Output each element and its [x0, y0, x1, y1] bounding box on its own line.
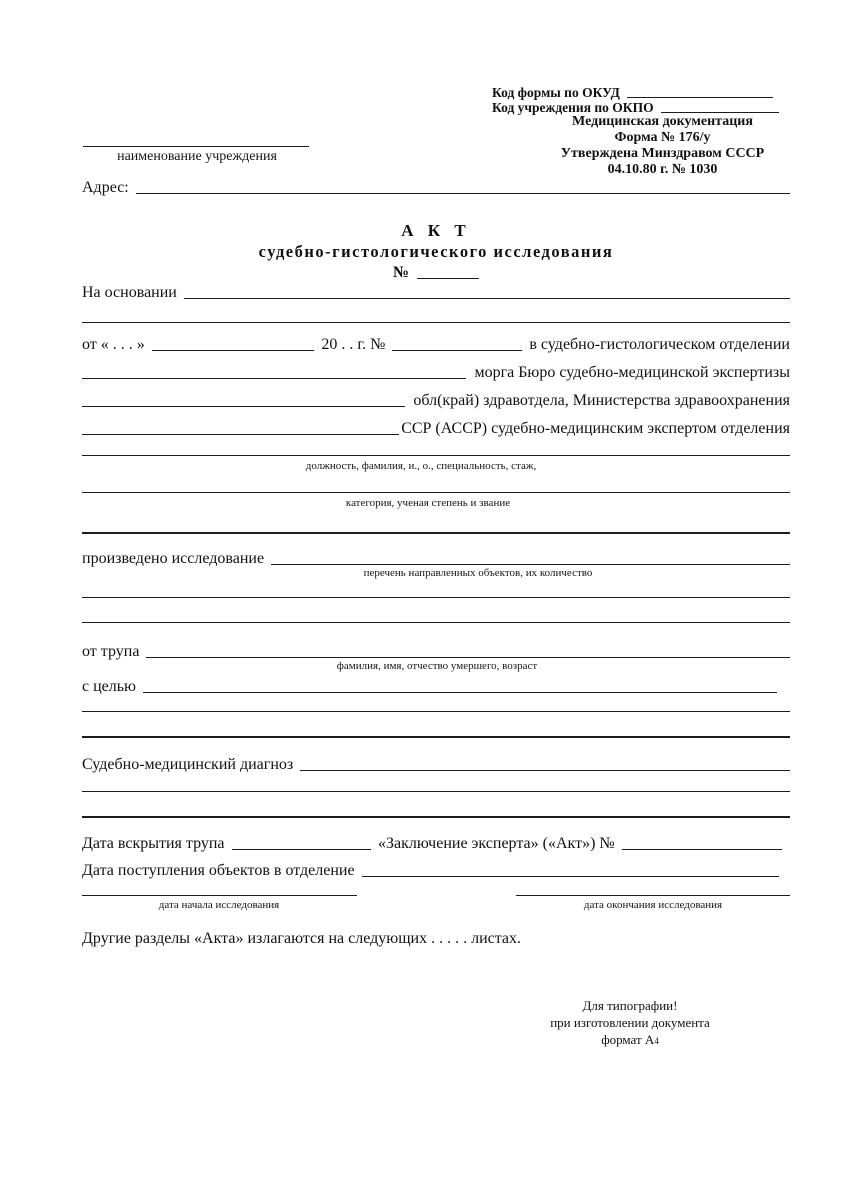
print-shop-line-2: при изготовлении документа — [550, 1015, 710, 1030]
expert-position-caption: должность, фамилия, и., о., специальность, стаж, — [305, 460, 537, 472]
diagnosis-row — [82, 756, 790, 774]
date-tail-label: в судебно-гистологическом отделении — [529, 336, 790, 353]
print-shop-note — [480, 997, 780, 1050]
obl-blank — [82, 406, 405, 407]
ssr-tail-label: ССР (АССР) судебно-медицинским экспертом отделения — [401, 420, 790, 437]
address-row — [82, 179, 790, 197]
other-sections-note — [82, 930, 790, 948]
diagnosis-blank-3 — [82, 816, 790, 818]
form-approval-block — [535, 114, 790, 178]
basis-blank — [184, 298, 790, 299]
act-number-sign: № — [392, 264, 410, 281]
diagnosis-label: Судебно-медицинский диагноз — [82, 756, 294, 773]
act-number-row — [82, 264, 790, 282]
receipt-date-row — [82, 862, 779, 880]
document-subtitle: судебно-гистологического исследования — [258, 242, 614, 261]
receipt-date-blank — [362, 876, 779, 877]
act-number-blank — [417, 278, 479, 279]
format-label: формат А — [601, 1032, 655, 1047]
institution-name-blank — [83, 146, 309, 147]
ssr-row — [82, 420, 790, 438]
purpose-blank — [143, 692, 777, 693]
morgue-tail-label: морга Бюро судебно-медицинской экспертизы — [474, 364, 790, 381]
obl-tail-label: обл(край) здравотдела, Министерства здравоохранения — [413, 392, 790, 409]
performed-row — [82, 550, 790, 568]
form-number-line: Форма № 176/у — [614, 130, 711, 145]
address-blank — [136, 193, 790, 194]
print-shop-line-1: Для типографии! — [582, 998, 678, 1013]
performed-blank — [271, 564, 790, 565]
receipt-date-label: Дата поступления объектов в отделение — [82, 862, 355, 879]
expert-info-blank-3 — [82, 532, 790, 534]
objects-blank-1 — [82, 597, 790, 598]
objects-blank-2 — [82, 622, 790, 623]
date-day-blank — [152, 350, 315, 351]
doc-type-line: Медицинская документация — [572, 114, 753, 129]
okpo-code-label: Код учреждения по ОКПО — [492, 100, 654, 115]
expert-info-blank-2 — [82, 492, 790, 493]
format-size-sub: 4 — [654, 1036, 659, 1046]
institution-name-caption: наименование учреждения — [117, 149, 277, 164]
purpose-label: с целью — [82, 678, 136, 695]
okud-code-label: Код формы по ОКУД — [492, 85, 620, 100]
basis-continuation-blank — [82, 322, 790, 323]
start-date-caption: дата начала исследования — [158, 899, 280, 911]
purpose-row — [82, 678, 777, 696]
corpse-blank — [146, 657, 790, 658]
autopsy-date-label: Дата вскрытия трупа — [82, 835, 225, 852]
morgue-blank — [82, 378, 466, 379]
start-date-blank — [82, 895, 357, 896]
obl-row — [82, 392, 790, 410]
autopsy-date-blank — [232, 849, 371, 850]
approval-date-line: 04.10.80 г. № 1030 — [607, 162, 718, 177]
corpse-row — [82, 643, 790, 661]
purpose-blank-2 — [82, 711, 790, 712]
ssr-blank — [82, 434, 399, 435]
corpse-label: от трупа — [82, 643, 140, 660]
deceased-name-caption: фамилия, имя, отчество умершего, возраст — [336, 660, 538, 672]
other-sections-text: Другие разделы «Акта» излагаются на следующих . . . . . листах. — [82, 930, 522, 947]
conclusion-number-blank — [622, 849, 782, 850]
expert-info-blank-1 — [82, 455, 790, 456]
okud-code-row — [492, 85, 773, 101]
okpo-code-blank — [661, 112, 779, 113]
date-year-label: 20 . . г. № — [321, 336, 386, 353]
date-row — [82, 336, 790, 354]
end-date-caption: дата окончания исследования — [583, 899, 723, 911]
performed-label: произведено исследование — [82, 550, 265, 567]
morgue-row — [82, 364, 790, 382]
diagnosis-blank-2 — [82, 791, 790, 792]
address-label: Адрес: — [82, 179, 129, 196]
document-title: А К Т — [401, 221, 471, 240]
expert-degree-caption: категория, ученая степень и звание — [345, 497, 511, 509]
conclusion-label: «Заключение эксперта» («Акт») № — [377, 835, 615, 852]
date-prefix-label: от « . . . » — [82, 336, 145, 353]
okud-code-blank — [627, 97, 773, 98]
basis-label: На основании — [82, 284, 177, 301]
print-shop-line-3 — [480, 1031, 780, 1050]
approved-by-line: Утверждена Минздравом СССР — [560, 146, 765, 161]
basis-row — [82, 284, 790, 302]
objects-list-caption: перечень направленных объектов, их количество — [363, 567, 593, 579]
autopsy-date-row — [82, 835, 782, 853]
diagnosis-blank — [300, 770, 790, 771]
end-date-blank — [516, 895, 790, 896]
date-number-blank — [392, 350, 522, 351]
purpose-blank-3 — [82, 736, 790, 738]
